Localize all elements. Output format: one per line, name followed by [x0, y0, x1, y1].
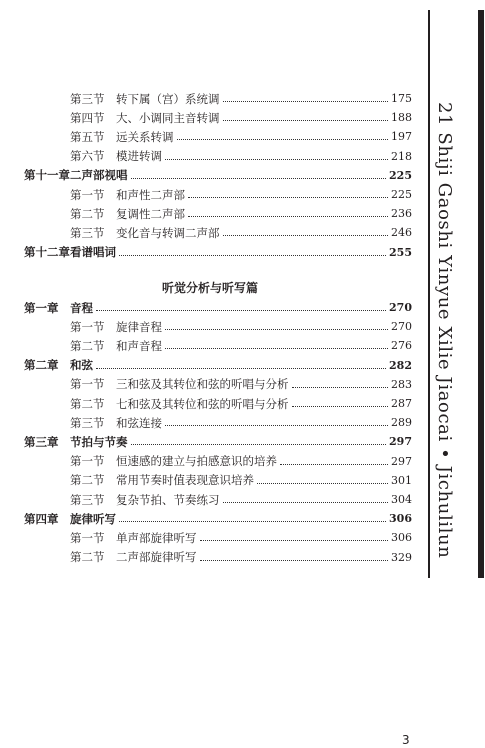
- toc-entry-title: 旋律音程: [116, 319, 162, 334]
- dot-leader: [119, 521, 386, 522]
- dot-leader: [200, 560, 389, 561]
- toc-entry-title: 节拍与节奏: [70, 434, 128, 449]
- toc-section-row[interactable]: [70, 128, 412, 145]
- toc-entry-page: 297: [389, 435, 412, 449]
- toc-section-row[interactable]: [70, 395, 412, 412]
- toc-entry-page: 306: [389, 512, 412, 526]
- toc-entry-label: [70, 91, 220, 107]
- toc-section-row[interactable]: [70, 186, 412, 203]
- toc-entry-title: 远关系转调: [116, 129, 174, 144]
- toc-section-row[interactable]: [70, 529, 412, 546]
- toc-entry-number: 第四节: [70, 110, 105, 125]
- toc-entry-title: 三和弦及其转位和弦的听唱与分析: [116, 377, 289, 392]
- toc-entry-label: [70, 206, 185, 222]
- toc-section-row[interactable]: [70, 337, 412, 354]
- dot-leader: [292, 406, 389, 407]
- toc-entry-page: 289: [391, 416, 412, 430]
- dot-leader: [96, 310, 386, 311]
- dot-leader: [131, 444, 387, 445]
- toc-section-row[interactable]: [70, 491, 412, 508]
- toc-entry-label: [70, 338, 162, 354]
- dot-leader: [223, 235, 389, 236]
- toc-entry-title: 复杂节拍、节奏练习: [116, 492, 220, 507]
- toc-entry-title: 复调性二声部: [116, 206, 185, 221]
- toc-entry-title: 和弦连接: [116, 415, 162, 430]
- toc-entry-number: 第十二章: [24, 245, 70, 260]
- toc-entry-page: 297: [391, 454, 412, 468]
- toc-entry-page: 306: [391, 531, 412, 545]
- toc-entry-label: [70, 396, 289, 412]
- dot-leader: [292, 387, 389, 388]
- toc-entry-label: [70, 376, 289, 392]
- toc-entry-title: 七和弦及其转位和弦的听唱与分析: [116, 396, 289, 411]
- toc-entry-label: [70, 148, 162, 164]
- toc-section-row[interactable]: [70, 453, 412, 470]
- toc-entry-title: 二声部旋律听写: [116, 550, 197, 565]
- dot-leader: [131, 178, 387, 179]
- toc-chapter-row[interactable]: [24, 244, 412, 261]
- toc-entry-label: [70, 492, 220, 508]
- sidebar-rule: [428, 10, 430, 578]
- toc-entry-title: 变化音与转调二声部: [116, 225, 220, 240]
- sidebar-series-title: [428, 10, 484, 578]
- toc-entry-number: 第二节: [70, 396, 105, 411]
- toc-entry-number: 第六节: [70, 149, 105, 164]
- toc-entry-label: [70, 129, 174, 145]
- toc-entry-title: 常用节奏时值表现意识培养: [116, 473, 254, 488]
- toc-entry-title: 旋律听写: [70, 511, 116, 526]
- toc-entry-page: 301: [391, 473, 412, 487]
- toc-entry-page: 276: [391, 339, 412, 353]
- toc-entry-label: [70, 530, 197, 546]
- toc-entry-title: 看谱唱词: [70, 245, 116, 260]
- toc-entry-number: 第二章: [24, 358, 59, 373]
- toc-entry-label: [24, 357, 93, 373]
- dot-leader: [165, 425, 388, 426]
- toc-entry-title: 大、小调同主音转调: [116, 110, 220, 125]
- toc-entry-number: 第一节: [70, 454, 105, 469]
- toc-entry-label: [24, 167, 128, 183]
- toc-entry-label: [24, 244, 116, 260]
- series-title-vertical: 21 Shiji Gaoshi Yinyue Xilie Jiaocai • Jichulilun: [434, 102, 455, 559]
- part-heading: 听觉分析与听写篇: [161, 281, 258, 295]
- toc-entry-label: [24, 434, 128, 450]
- dot-leader: [257, 483, 388, 484]
- dot-leader: [223, 502, 389, 503]
- toc-chapter-row[interactable]: [24, 510, 412, 527]
- toc-entry-label: [24, 300, 93, 316]
- dot-leader: [188, 197, 388, 198]
- toc-entry-page: 175: [391, 92, 412, 105]
- toc-section-row[interactable]: [70, 148, 412, 165]
- toc-chapter-row[interactable]: [24, 299, 412, 316]
- toc-entry-title: 和声音程: [116, 338, 162, 353]
- toc-entry-page: 225: [391, 188, 412, 201]
- toc-section-row[interactable]: [70, 224, 412, 241]
- toc-entry-page: 283: [391, 377, 412, 391]
- toc-entry-number: 第十一章: [24, 168, 70, 183]
- toc-entry-number: 第四章: [24, 511, 59, 526]
- toc-entry-page: 218: [391, 149, 412, 163]
- dot-leader: [200, 540, 389, 541]
- toc-entry-title: 二声部视唱: [70, 168, 128, 183]
- toc-entry-number: 第二节: [70, 473, 105, 488]
- toc-entry-title: 音程: [70, 300, 93, 315]
- toc-entry-number: 第一节: [70, 319, 105, 334]
- toc-entry-page: 270: [389, 301, 412, 314]
- dot-leader: [119, 255, 386, 256]
- toc-entry-page: 282: [389, 358, 412, 372]
- toc-entry-page: 246: [391, 226, 412, 240]
- toc-entry-label: [70, 415, 162, 431]
- toc-section-row[interactable]: [70, 318, 412, 335]
- dot-leader: [165, 348, 388, 349]
- toc-entry-page: 329: [391, 550, 412, 564]
- toc-section-row[interactable]: [70, 414, 412, 431]
- toc-entry-number: 第一节: [70, 187, 105, 202]
- dot-leader: [165, 329, 388, 330]
- toc-entry-page: 188: [391, 111, 412, 125]
- toc-entry-label: [70, 110, 220, 126]
- toc-entry-number: 第三节: [70, 415, 105, 430]
- toc-entry-title: 单声部旋律听写: [116, 530, 197, 545]
- toc-entry-title: 和弦: [70, 358, 93, 373]
- page-number: 3: [402, 733, 410, 747]
- dot-leader: [223, 120, 389, 121]
- toc-chapter-row[interactable]: [24, 167, 412, 184]
- toc-entry-number: 第一章: [24, 300, 59, 315]
- toc-entry-number: 第五节: [70, 129, 105, 144]
- toc-chapter-row[interactable]: [24, 433, 412, 450]
- toc-entry-page: 236: [391, 207, 412, 221]
- toc-entry-title: 和声性二声部: [116, 187, 185, 202]
- toc-entry-page: 197: [391, 130, 412, 144]
- toc-entry-number: 第二节: [70, 550, 105, 565]
- toc-entry-number: 第三节: [70, 91, 105, 106]
- toc-section-row[interactable]: [70, 472, 412, 489]
- toc-section-row[interactable]: [70, 205, 412, 222]
- toc-entry-title: 转下属（宫）系统调: [116, 91, 220, 106]
- toc-entry-number: 第三节: [70, 225, 105, 240]
- dot-leader: [96, 368, 386, 369]
- toc-entry-number: 第一节: [70, 377, 105, 392]
- toc-entry-label: [70, 453, 277, 469]
- toc-entry-title: 模进转调: [116, 149, 162, 164]
- dot-leader: [165, 159, 388, 160]
- toc-section-row[interactable]: [70, 109, 412, 126]
- toc-entry-number: 第三章: [24, 434, 59, 449]
- toc-entry-title: 恒速感的建立与拍感意识的培养: [116, 454, 277, 469]
- toc-entry-number: 第二节: [70, 338, 105, 353]
- toc-section-row[interactable]: [70, 376, 412, 393]
- dot-leader: [280, 464, 388, 465]
- toc-entry-page: 304: [391, 493, 412, 506]
- toc-entry-label: [70, 472, 254, 488]
- toc-chapter-row[interactable]: [24, 357, 412, 374]
- toc-entry-page: 270: [391, 320, 412, 334]
- toc-entry-label: [70, 187, 185, 203]
- toc-entry-number: 第一节: [70, 530, 105, 545]
- dot-leader: [188, 216, 388, 217]
- toc-section-row[interactable]: [70, 549, 412, 566]
- toc-section-row[interactable]: [70, 90, 412, 107]
- toc-entry-page: 225: [389, 168, 412, 182]
- toc-entry-label: [70, 225, 220, 241]
- toc-entry-page: 287: [391, 397, 412, 410]
- dot-leader: [223, 101, 389, 102]
- toc-entry-number: 第二节: [70, 206, 105, 221]
- toc-entry-label: [24, 511, 116, 527]
- dot-leader: [177, 139, 389, 140]
- toc-entry-label: [70, 319, 162, 335]
- toc-entry-page: 255: [389, 245, 412, 259]
- toc-entry-number: 第三节: [70, 492, 105, 507]
- toc-entry-label: [70, 549, 197, 565]
